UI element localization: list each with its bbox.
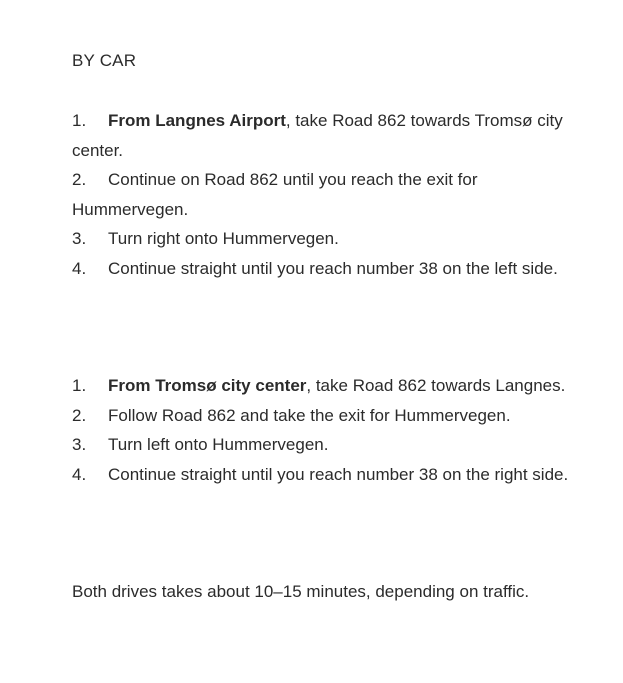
route-step xyxy=(72,224,572,254)
route-step xyxy=(72,460,572,490)
step-text: Continue straight until you reach number 38 on the right side. xyxy=(108,464,569,484)
step-text: Follow Road 862 and take the exit for Hummervegen. xyxy=(108,405,511,425)
step-number: 3. xyxy=(72,435,87,454)
route-step xyxy=(72,430,572,460)
step-number: 4. xyxy=(72,258,87,278)
step-number: 4. xyxy=(72,464,87,484)
step-text: Continue straight until you reach number 38 on the left side. xyxy=(108,258,558,278)
route-step xyxy=(72,401,572,431)
duration-note: Both drives takes about 10–15 minutes, depending on traffic. xyxy=(72,582,530,601)
step-text: Turn left onto Hummervegen. xyxy=(108,435,329,454)
step-number: 2. xyxy=(72,405,87,425)
step-number: 3. xyxy=(72,229,87,248)
step-number: 1. xyxy=(72,111,87,130)
route-from-city-center xyxy=(72,371,572,489)
step-origin: From Langnes Airport xyxy=(108,111,286,130)
step-text: , take Road 862 towards Langnes. xyxy=(306,376,566,395)
route-from-airport xyxy=(72,106,572,283)
route-step xyxy=(72,106,572,165)
step-number: 2. xyxy=(72,170,87,189)
route-step xyxy=(72,254,572,284)
step-text: Continue on Road 862 until you reach the exit for Hummervegen. xyxy=(72,170,478,219)
route-step xyxy=(72,165,572,224)
step-number: 1. xyxy=(72,376,87,395)
route-step xyxy=(72,371,572,401)
step-text: Turn right onto Hummervegen. xyxy=(108,229,339,248)
section-heading: BY CAR xyxy=(72,51,137,70)
step-origin: From Tromsø city center xyxy=(108,376,307,395)
step-text: , take Road 862 towards Tromsø city center. xyxy=(72,111,563,160)
